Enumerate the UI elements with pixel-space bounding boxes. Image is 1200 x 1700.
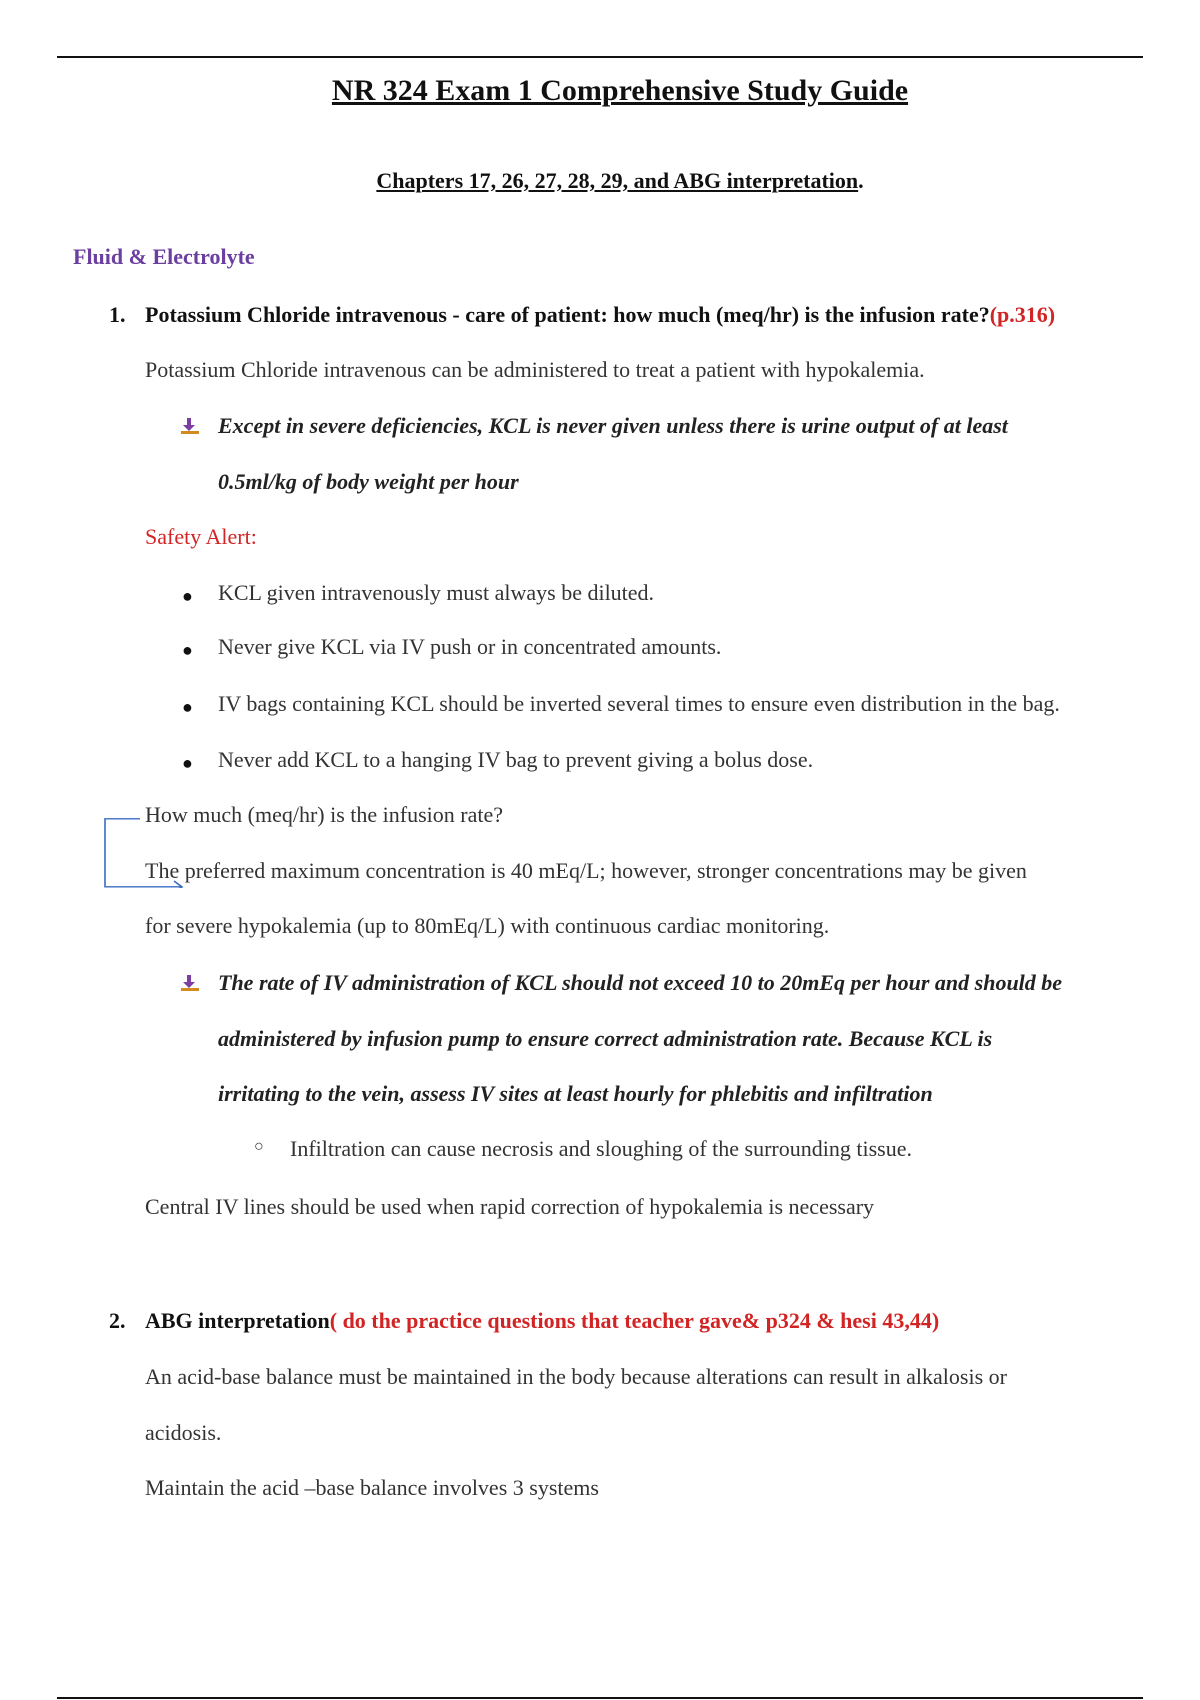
subtitle-period: . xyxy=(858,168,864,193)
bullet-icon: ● xyxy=(182,586,193,606)
list-item: KCL given intravenously must always be diluted. xyxy=(218,580,655,605)
list-item: Never add KCL to a hanging IV bag to prevent giving a bolus dose. xyxy=(218,747,814,772)
emphasis-line: Except in severe deficiencies, KCL is never given unless there is urine output of at least xyxy=(218,413,1008,438)
paragraph: Potassium Chloride intravenous can be administered to treat a patient with hypokalemia. xyxy=(145,357,925,382)
question-1-heading xyxy=(109,302,1055,328)
down-arrow-icon xyxy=(181,418,199,434)
paragraph: How much (meq/hr) is the infusion rate? xyxy=(145,802,504,827)
safety-alert-label: Safety Alert: xyxy=(145,524,257,549)
bullet-icon: ● xyxy=(182,753,193,773)
paragraph: for severe hypokalemia (up to 80mEq/L) with continuous cardiac monitoring. xyxy=(145,913,830,938)
sub-list-item: Infiltration can cause necrosis and sloughing of the surrounding tissue. xyxy=(290,1136,912,1161)
down-arrow-icon xyxy=(181,975,199,991)
list-item: Never give KCL via IV push or in concentrated amounts. xyxy=(218,634,722,659)
section-heading: Fluid & Electrolyte xyxy=(73,244,255,269)
page-subtitle xyxy=(0,168,1200,194)
bullet-icon: ● xyxy=(182,640,193,660)
question-text: ABG interpretation xyxy=(145,1308,330,1333)
list-item: IV bags containing KCL should be inverted several times to ensure even distribution in the bag. xyxy=(218,691,1060,716)
subtitle-text: Chapters 17, 26, 27, 28, 29, and ABG interpretation xyxy=(376,168,859,193)
emphasis-line: 0.5ml/kg of body weight per hour xyxy=(218,469,519,494)
bottom-rule xyxy=(57,1697,1143,1699)
page-reference: (p.316) xyxy=(989,302,1056,327)
question-number: 2. xyxy=(109,1308,126,1333)
hollow-circle-icon: ○ xyxy=(254,1138,264,1155)
emphasis-line: The rate of IV administration of KCL should not exceed 10 to 20mEq per hour and should be xyxy=(218,970,1063,995)
paragraph: acidosis. xyxy=(145,1420,222,1445)
emphasis-line: irritating to the vein, assess IV sites at least hourly for phlebitis and infiltration xyxy=(218,1081,933,1106)
question-2-heading xyxy=(109,1308,939,1334)
paragraph: The preferred maximum concentration is 40 mEq/L; however, stronger concentrations may be given xyxy=(145,858,1027,883)
page-title: NR 324 Exam 1 Comprehensive Study Guide xyxy=(331,74,909,107)
paragraph: Maintain the acid –base balance involves 3 systems xyxy=(145,1475,599,1500)
paragraph: Central IV lines should be used when rapid correction of hypokalemia is necessary xyxy=(145,1194,875,1219)
emphasis-line: administered by infusion pump to ensure correct administration rate. Because KCL is xyxy=(218,1026,993,1051)
top-rule xyxy=(57,56,1143,58)
question-number: 1. xyxy=(109,302,126,327)
page-reference: ( do the practice questions that teacher gave& p324 & hesi 43,44) xyxy=(329,1308,940,1333)
question-text: Potassium Chloride intravenous - care of patient: how much (meq/hr) is the infusion rate? xyxy=(145,302,990,327)
bullet-icon: ● xyxy=(182,697,193,717)
paragraph: An acid-base balance must be maintained in the body because alterations can result in alkalosis or xyxy=(145,1364,1007,1389)
